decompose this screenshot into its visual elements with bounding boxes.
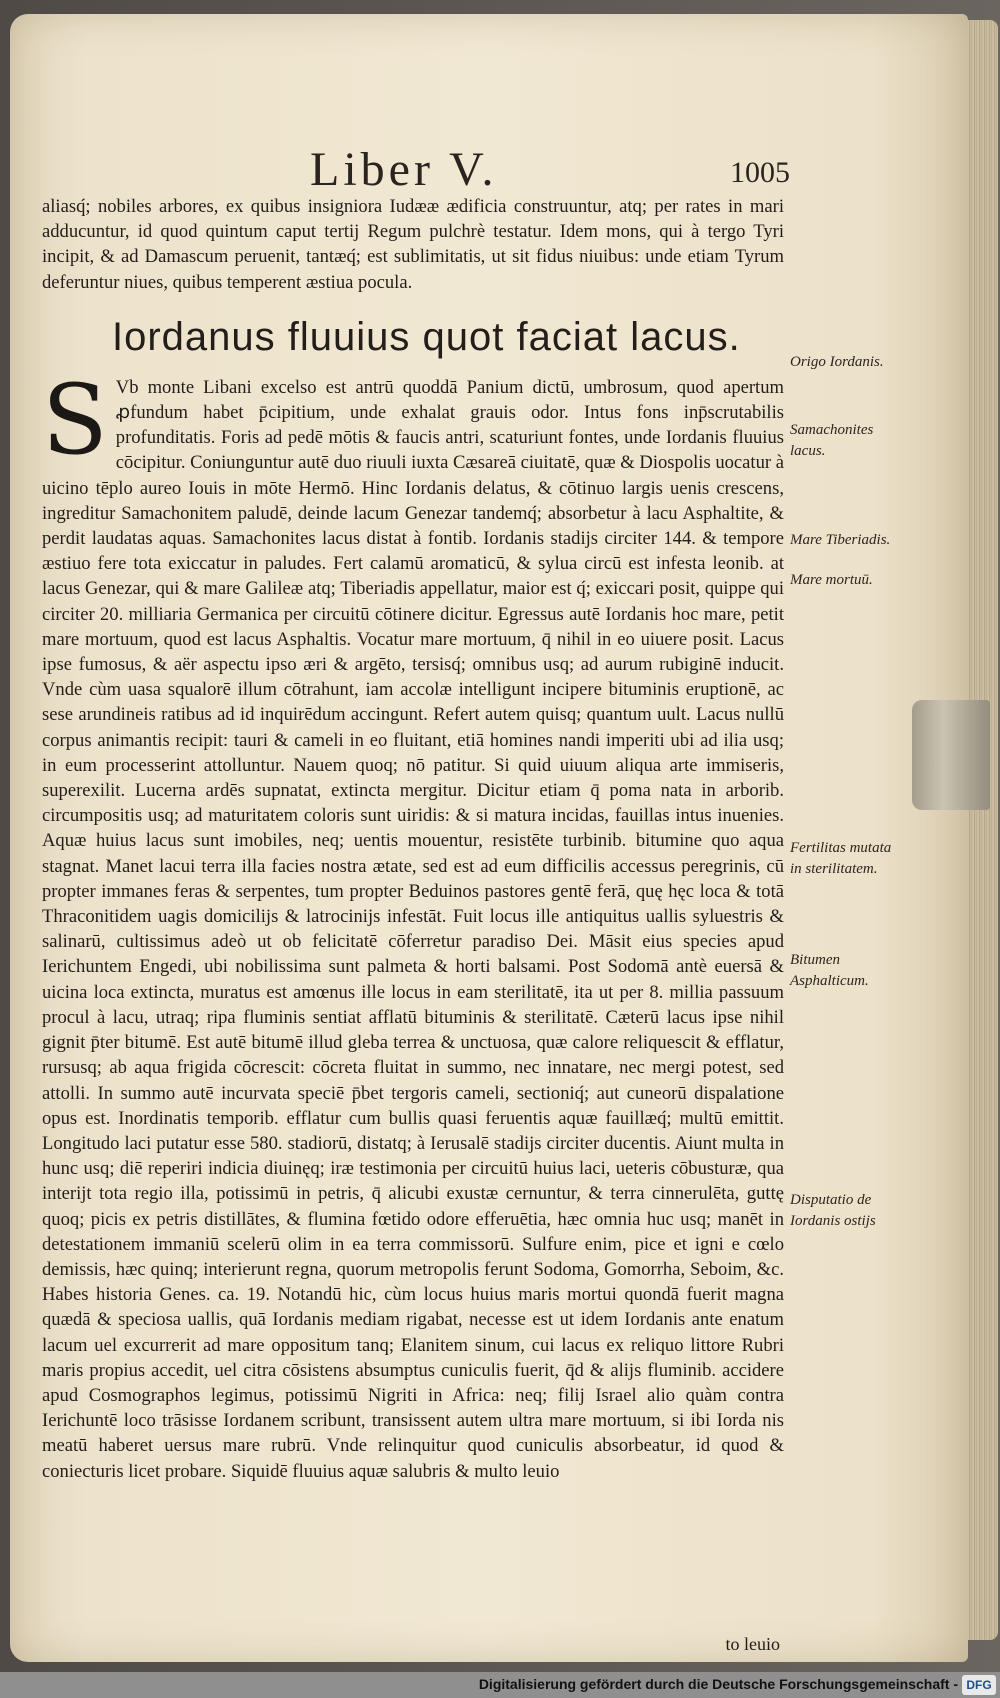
body-text xyxy=(42,194,784,1484)
chapter-heading: Iordanus fluuius quot faciat lacus. xyxy=(112,314,741,359)
marginal-note: Bitumen Asphalticum. xyxy=(790,952,869,989)
marginal-note: Origo Iordanis. xyxy=(790,354,884,370)
marginal-note: Fertilitas mutata in sterilitatem. xyxy=(790,840,892,877)
page-clip xyxy=(912,700,990,810)
main-text: Vb monte Libani excelso est antrū quoddā Panium dictū, umbrosum, quod apertum ꝓfundum habet p̄cipitium, unde exhalat grauis odor. Intus fons inp̄scrutabilis profunditatis. Foris ad pedē mōtis & faucis antri, scaturiunt fontes, unde Iordanis fluuius cōcipitur. Coniunguntur autē duo riuuli iuxta Cæsareā ciuitatē, quæ & Diospolis uocatur à uicino tēplo aureo Iouis in mōte Hermō. Hinc Iordanis delatus, & cōtinuo largis uenis crescens, ingreditur Samachonitem paludē, deinde lacum Genezar tandemq́; absorbetur à lacu Asphaltite, & perdit laudatas aquas. Samachonites lacus distat à fontib. Iordanis stadijs circiter 144. & tempore æstiuo fere tota exiccatur in paludes. Fert calamū aromaticū, & sylua circū est infesta leonib. at lacus Genezar, qui & mare Galileæ atq; Tiberiadis appellatur, maior est q́; exiccari posit, quippe qui circiter 20. milliaria Germanica per circuitū cōtinere dicitur. Egressus autē Iordanis hoc mare, petit mare mortuum, quod est lacus Asphaltis. Vocatur mare mortuum, q̄ nihil in eo uiuere posit. Lacus ipse fumosus, & aër aspectu ipso æri & argēto, tersisq́; omnibus usq; ad aurum rubiginē inducit. Vnde cùm uasa squalorē illum cōtrahunt, iam accolæ intelligunt incipere bituminis eruptionē, ac sese arundineis ratibus ad id inquirēdum accingunt. Refert autem quisq; quantum uult. Lacus nullū corpus animantis recipit: tauri & cameli in eo fluitant, etiā homines nandi imperiti ubi ad ilia usq; in eum processerint attolluntur. Nauem quoq; nō patitur. Si quid uiuum aliqua arte immiseris, superexilit. Lucerna ardēs supnatat, extincta mergitur. Dicitur etiam q̄ poma nata in arborib. circumpositis usq; ad maturitatem coloris sunt uiridis: & si matura incidas, fauillas intus inuenies. Aquæ huius lacus sunt imobiles, neq; uentis mouentur, resistēte turbinib. bitumine quo aqua stagnat. Manet lacui terra illa facies nostra ætate, sed est ad eum difficilis accessus peregrinis, cū propter immanes feras & serpentes, tum propter Beduinos pastores gentē ferā, quę hęc loca & totā Thraconitidem uagis domicilijs & latrocinijs infestāt. Fuit locus ille antiquitus uallis syluestris & salinarū, cultissimus adeò ut ob felicitatē cōferretur paradiso Dei. Māsit eius species apud Ierichuntem Engedi, ubi nobilissima sunt palmeta & horti balsami. Post Sodomā antè euersā & uicina loca extincta, muratus est amœnus ille locus in eam sterilitatē, ita ut per 8. millia passuum procul à lacu, utraq; ripa fluminis sentiat afflatū bituminis & sterilitatē. Cæterū lacus ipse nihil gignit p̄ter bitumē. Est autē bitumē illud gleba terrea & unctuosa, quæ calore reliquescit & efflatur, rursusq; ab aqua frigida cōcrescit: cōcreta fluitat in summo, nec innatare, nec mergi potest, sed attolli. In summo autē incurvata speciē p̄bet tergoris cameli, sectioniq́; aut cuneorū dispalatione opus est. Inordinatis temporib. efflatur cum bullis quasi feruentis aquæ fauillæq́; multū emittit. Longitudo laci putatur esse 580. stadiorū, distatq; à Ierusalē stadijs circiter ducentis. Aiunt multa in hunc usq; diē reperiri indicia diuinęq; iræ testimonia per circuitū huius laci, ueteris cōbusturæ, qua interijt tota regio illa, potissimū in petris, q̄ alicubi exustæ cernuntur, & terra cinnerulēta, guttę quoq; picis ex petris distillātes, & flumina fœtido odore efferuētia, hæc omnia huc usq; manēt in detestationem immaniū scelerū olim in ea terra commissorū. Sulfure enim, pice et igni e cœlo demissis, hæc quinq; interierunt regna, quorum metropolis ferunt Sodoma, Gomorrha, Seboim, &c. Habes historia Genes. ca. 19. Notandū hic, cùm locus huius maris mortui quondā fuerit magna quædā & speciosa uallis, quā Iordanis mediam rigabat, necesse est ut idem Iordanis ante enatum lacum uel excurrerit ad mare oppositum tanq; Elanitem sinum, cui lacus ex reliquo littore Rubri maris propius accedit, uel citra cōsistens absumptus cuniculis fuerit, q̄d & alijs fluminib. accidere apud Cosmographos legimus, potissimū Nigriti in Africa: neq; filij Israel alio quàm contra Ierichuntē loco trāsisse Iordanem scribunt, transissent autem ultra mare mortuum, si ibi Iorda nis meatū haberet uersus mare rubrū. Vnde relinquitur quod cuniculis absorbeatur, id quod & coniecturis licet probare. Siquidē fluuius aquæ salubris & multo leuio xyxy=(42,376,784,1482)
book-page xyxy=(10,14,968,1662)
footer-credit: Digitalisierung gefördert durch die Deutsche Forschungsgemeinschaft - xyxy=(478,1676,958,1692)
marginal-note: Mare Tiberiadis. xyxy=(790,532,891,548)
drop-cap: S xyxy=(42,363,108,476)
page-number: 1005 xyxy=(730,156,790,189)
footer-bar xyxy=(0,1672,1000,1698)
marginal-note: Disputatio de Iordanis ostijs xyxy=(790,1192,876,1229)
dfg-logo-icon: DFG xyxy=(962,1675,996,1695)
intro-paragraph: aliasq́; nobiles arbores, ex quibus insigniora Iudææ ædificia construuntur, atq; per rates in mari adducuntur, id quod quintum caput tertij Regum pulchrè testatur. Idem mons, qui à tergo Tyri incipit, & ad Damascum peruenit, tantæq́; est sublimitatis, ut sit fidus niuibus: unde etiam Tyrum deferuntur niues, quibus temperent æstiua pocula. xyxy=(42,196,784,293)
running-head-title: Liber V. xyxy=(310,143,498,196)
catchword: to leuio xyxy=(725,1634,780,1654)
main-paragraph xyxy=(42,363,784,1484)
marginal-note: Samachonites lacus. xyxy=(790,422,874,459)
marginal-note: Mare mortuū. xyxy=(790,572,873,588)
